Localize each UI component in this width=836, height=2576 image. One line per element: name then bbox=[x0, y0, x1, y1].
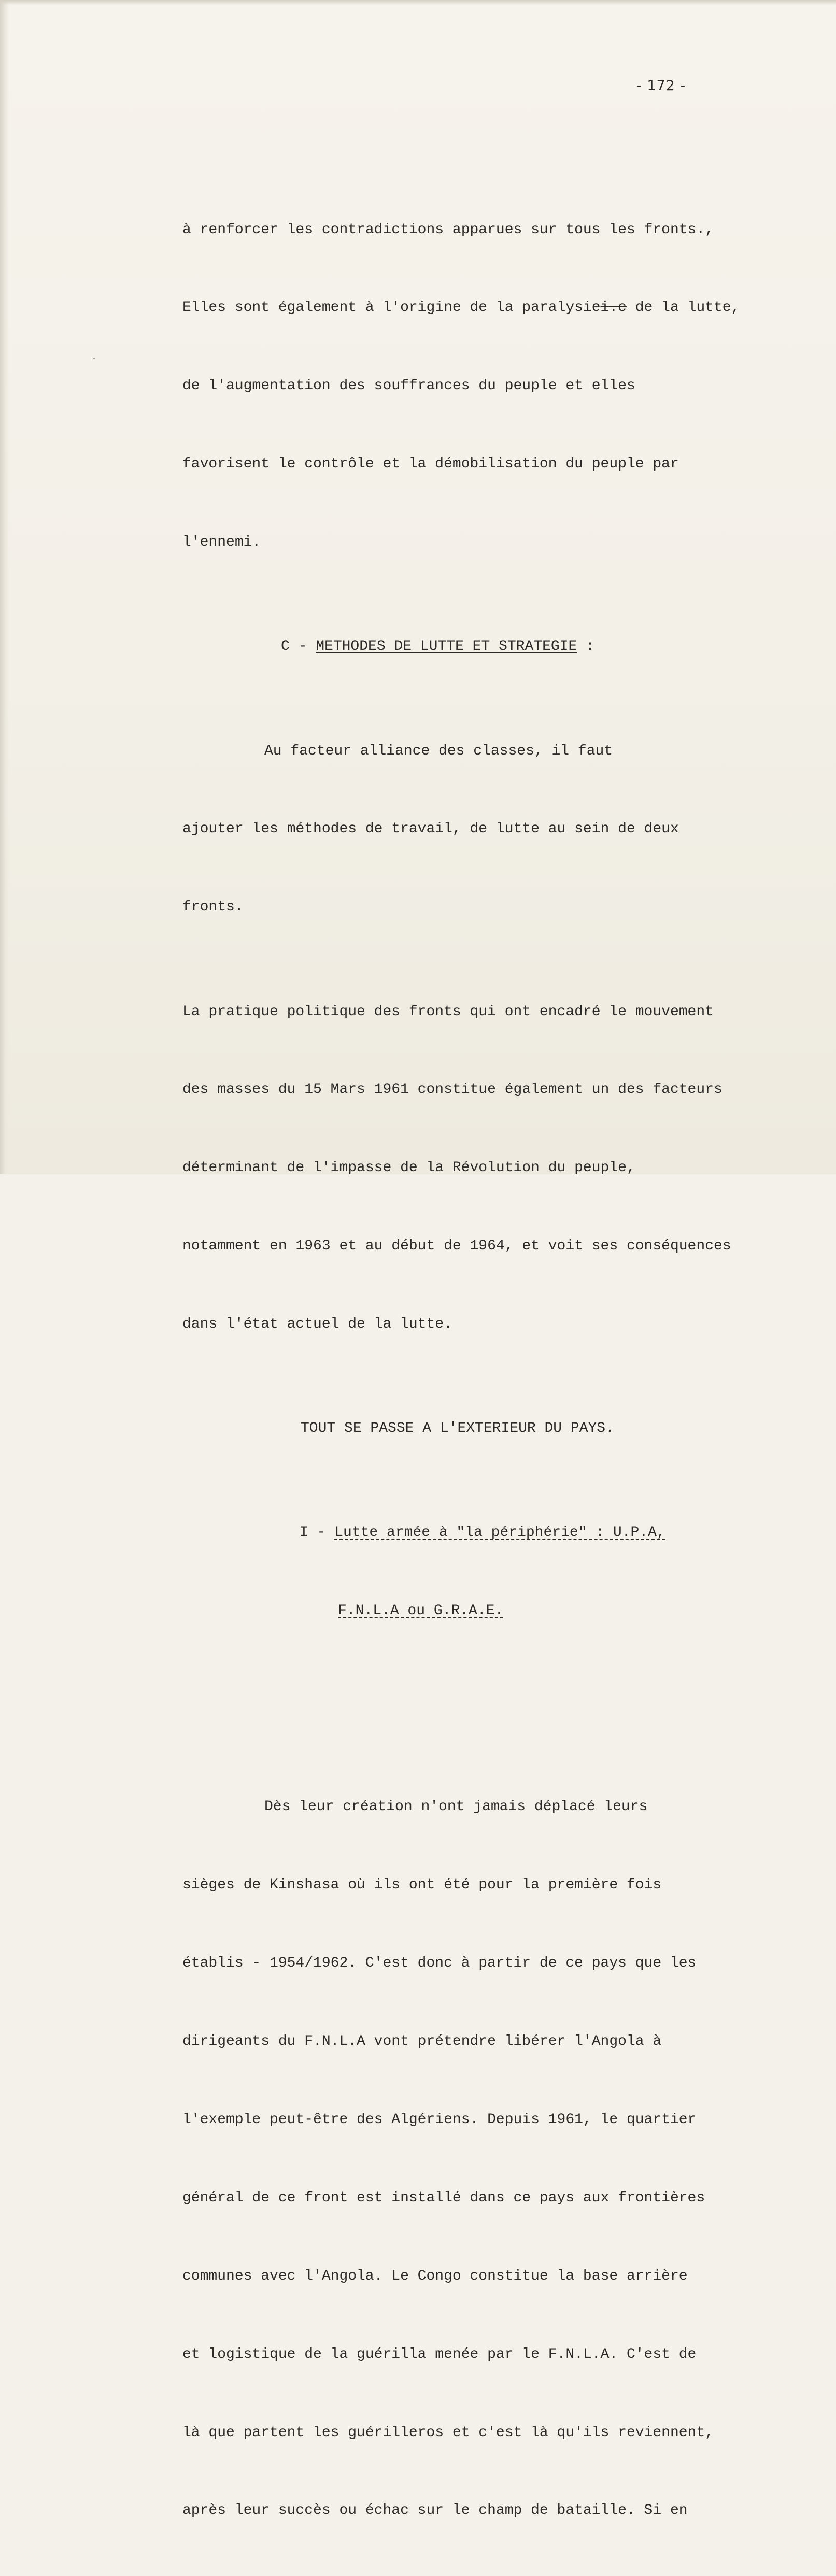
p3-line-3: déterminant de l'impasse de la Révolution du peuple, bbox=[182, 1160, 635, 1176]
section-i-heading-cont bbox=[182, 1598, 763, 1624]
page-number: - 172 - bbox=[636, 78, 686, 94]
p2-line-2: ajouter les méthodes de travail, de lutte au sein de deux bbox=[182, 821, 679, 837]
p4-line-5: l'exemple peut-être des Algériens. Depuis 1961, le quartier bbox=[182, 2111, 697, 2128]
p4-line-3: établis - 1954/1962. C'est donc à partir de ce pays que les bbox=[182, 1955, 697, 1972]
stray-mark bbox=[93, 358, 95, 359]
section-c-suffix: : bbox=[577, 638, 594, 655]
p4-line-1: Dès leur création n'ont jamais déplacé leurs bbox=[264, 1799, 648, 1815]
p4-line-2: sièges de Kinshasa où ils ont été pour la première fois bbox=[182, 1877, 662, 1894]
p1-line-3: de l'augmentation des souffrances du peuple et elles bbox=[182, 378, 635, 394]
p4-line-10: après leur succès ou échac sur le champ de bataille. Si en bbox=[182, 2502, 688, 2519]
p3-line-1: La pratique politique des fronts qui ont encadré le mouvement bbox=[182, 1003, 714, 1020]
page-top-edge bbox=[0, 0, 836, 5]
p1-line-2-main: Elles sont également à l'origine de la paralysie bbox=[182, 300, 601, 316]
p3-line-5: dans l'état actuel de la lutte. bbox=[182, 1316, 452, 1333]
p4-line-6: général de ce front est installé dans ce pays aux frontières bbox=[182, 2189, 705, 2206]
p3-line-4: notamment en 1963 et au début de 1964, et voit ses conséquences bbox=[182, 1238, 731, 1255]
spacer bbox=[182, 1703, 763, 1716]
section-i-heading bbox=[182, 1520, 763, 1546]
p3-line-2: des masses du 15 Mars 1961 constitue également un des facteurs bbox=[182, 1081, 722, 1098]
section-c-heading bbox=[182, 634, 763, 660]
section-i-title-line-2: F.N.L.A ou G.R.A.E. bbox=[338, 1603, 504, 1619]
struck-text: i.c bbox=[600, 300, 627, 316]
p1-line-5: l'ennemi. bbox=[182, 534, 261, 551]
exterior-heading: TOUT SE PASSE A L'EXTERIEUR DU PAYS. bbox=[301, 1420, 614, 1437]
body-text bbox=[182, 165, 763, 2576]
p4-line-8: et logistique de la guérilla menée par le F.N.L.A. C'est de bbox=[182, 2346, 697, 2362]
p4-line-9: là que partent les guérilleros et c'est là qu'ils reviennent, bbox=[182, 2424, 714, 2441]
p1-line-2 bbox=[182, 295, 763, 321]
p1-line-4: favorisent le contrôle et la démobilisation du peuple par bbox=[182, 456, 679, 473]
section-i-prefix: I - bbox=[300, 1525, 335, 1541]
section-i-title-line-1: Lutte armée à "la périphérie" : U.P.A, bbox=[334, 1525, 665, 1541]
section-c-prefix: C - bbox=[281, 638, 316, 655]
p1-line-1: à renforcer les contradictions apparues sur tous les fronts., bbox=[182, 221, 714, 238]
page-left-edge bbox=[0, 0, 9, 1174]
p4-line-4: dirigeants du F.N.L.A vont prétendre libérer l'Angola à bbox=[182, 2033, 662, 2050]
p2-line-3: fronts. bbox=[182, 899, 244, 916]
p2-line-1: Au facteur alliance des classes, il faut bbox=[264, 743, 613, 759]
section-c-title: METHODES DE LUTTE ET STRATEGIE bbox=[316, 638, 577, 655]
p1-line-2-end: de la lutte, bbox=[626, 300, 740, 316]
p4-line-7: communes avec l'Angola. Le Congo constitue la base arrière bbox=[182, 2268, 688, 2284]
